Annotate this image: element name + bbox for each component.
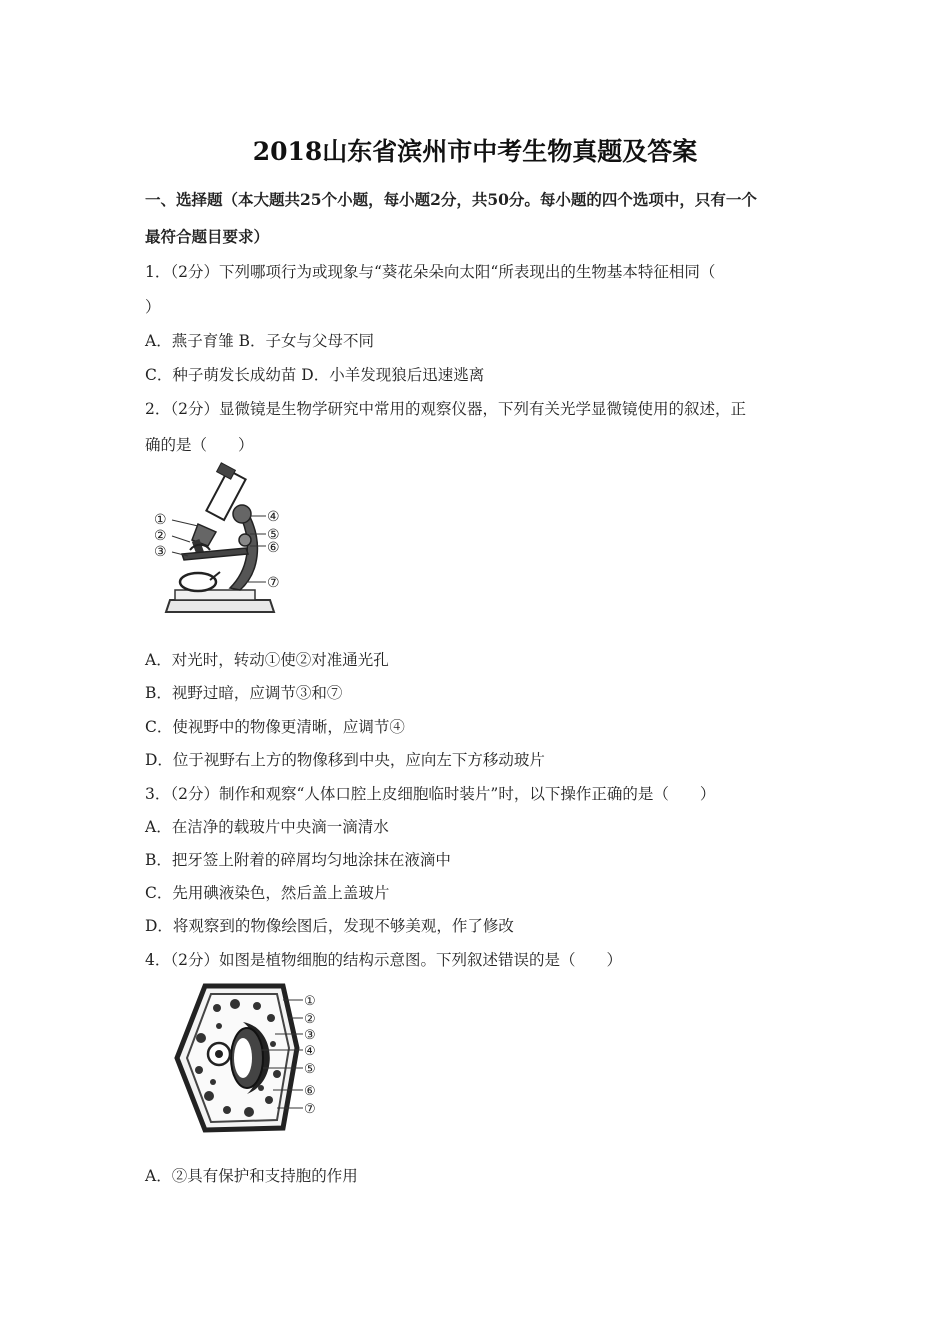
q2-option-d: D．位于视野右上方的物像移到中央，应向左下方移动玻片 (145, 751, 545, 769)
cell-label-2: ② (304, 1012, 316, 1027)
q3-option-b: B．把牙签上附着的碎屑均匀地涂抹在液滴中 (145, 851, 451, 869)
q4-option-a: A．②具有保护和支持胞的作用 (145, 1167, 358, 1185)
microscope-label-1: ① (154, 512, 167, 528)
cell-label-1: ① (304, 994, 316, 1009)
microscope-figure (150, 462, 290, 622)
q1-options-cd: C．种子萌发长成幼苗 D．小羊发现狼后迅速逃离 (145, 366, 485, 384)
cell-label-6: ⑥ (304, 1084, 316, 1099)
plant-cell-figure (165, 978, 325, 1143)
microscope-label-5: ⑤ (267, 527, 280, 543)
microscope-label-2: ② (154, 528, 167, 544)
q1-stem-line2: ） (145, 298, 161, 316)
q2-option-b: B．视野过暗，应调节③和⑦ (145, 684, 343, 702)
microscope-label-3: ③ (154, 544, 167, 560)
cell-label-3: ③ (304, 1028, 316, 1043)
q3-stem: 3．（2分）制作和观察“人体口腔上皮细胞临时装片”时，以下操作正确的是（ ） (145, 785, 716, 803)
q2-option-c: C．使视野中的物像更清晰，应调节④ (145, 718, 405, 736)
section-heading-line2: 最符合题目要求） (145, 227, 270, 246)
cell-label-5: ⑤ (304, 1062, 316, 1077)
cell-label-7: ⑦ (304, 1102, 316, 1117)
q2-stem-line1: 2．（2分）显微镜是生物学研究中常用的观察仪器，下列有关光学显微镜使用的叙述，正 (145, 400, 746, 418)
q3-option-d: D．将观察到的物像绘图后，发现不够美观，作了修改 (145, 917, 514, 935)
q2-stem-line2: 确的是（ ） (145, 436, 254, 454)
q1-stem-line1: 1．（2分）下列哪项行为或现象与“葵花朵朵向太阳“所表现出的生物基本特征相同（ (145, 263, 716, 281)
microscope-label-7: ⑦ (267, 575, 280, 591)
q1-options-ab: A．燕子育雏 B．子女与父母不同 (145, 332, 375, 350)
q3-option-c: C．先用碘液染色，然后盖上盖玻片 (145, 884, 390, 902)
q4-stem: 4．（2分）如图是植物细胞的结构示意图。下列叙述错误的是（ ） (145, 951, 622, 969)
page-title: 2018山东省滨州市中考生物真题及答案 (252, 137, 698, 166)
microscope-label-4: ④ (267, 509, 280, 525)
q2-option-a: A．对光时，转动①使②对准通光孔 (145, 651, 389, 669)
section-heading-line1: 一、选择题（本大题共25个小题，每小题2分，共50分。每小题的四个选项中，只有一个 (145, 190, 757, 209)
microscope-label-6: ⑥ (267, 540, 280, 556)
q3-option-a: A．在洁净的载玻片中央滴一滴清水 (145, 818, 389, 836)
cell-label-4: ④ (304, 1044, 316, 1059)
